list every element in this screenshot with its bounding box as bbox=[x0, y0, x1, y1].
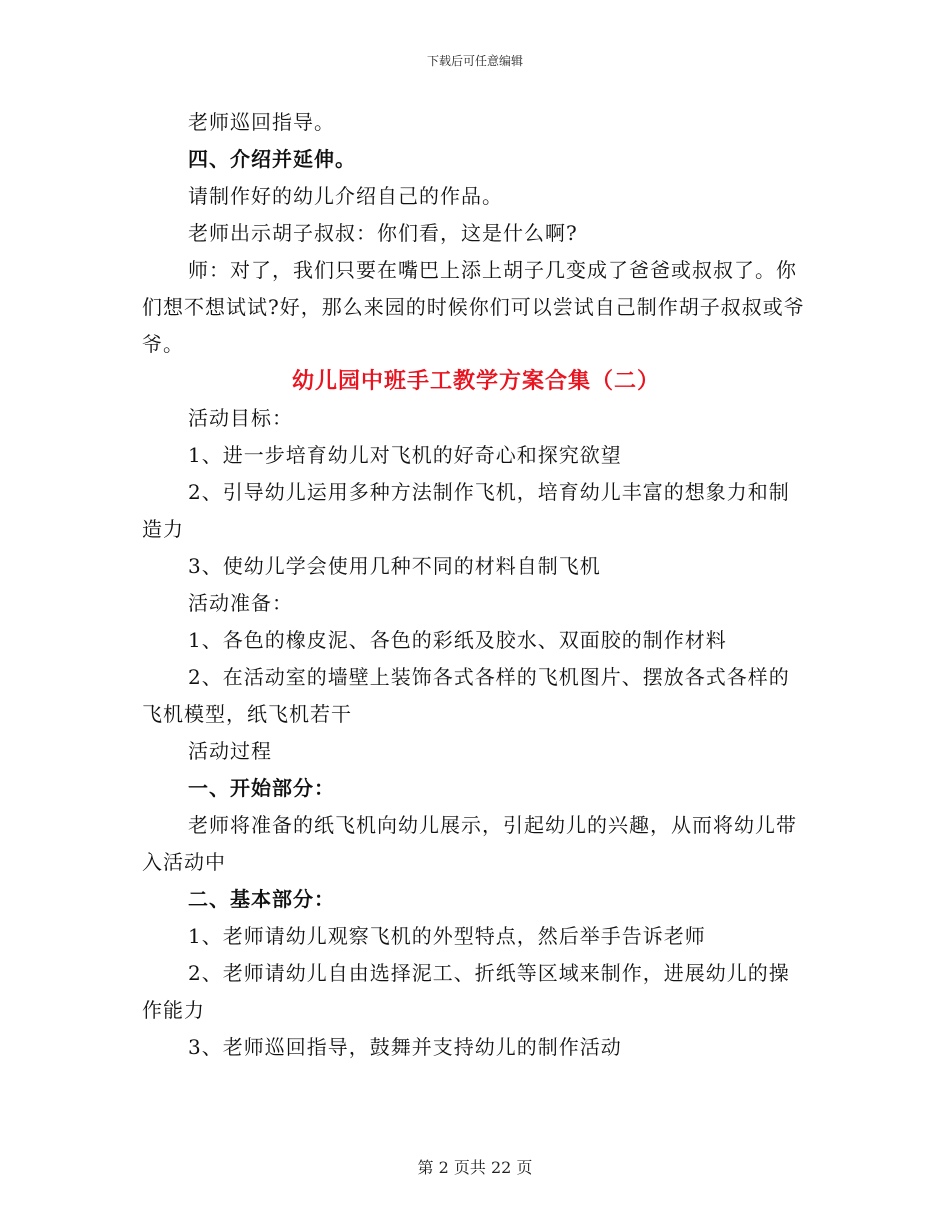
list-item-basic-2: 2、老师请幼儿自由选择泥工、折纸等区域来制作，进展幼儿的操作能力 bbox=[142, 961, 790, 1022]
page-footer: 第 2 页共 22 页 bbox=[417, 1158, 533, 1177]
list-item-goal-2: 2、引导幼儿运用多种方法制作飞机，培育幼儿丰富的想象力和制造力 bbox=[142, 480, 790, 541]
document-body bbox=[142, 104, 810, 1066]
section-heading-start: 一、开始部分： bbox=[188, 776, 335, 800]
list-item-basic-1: 1、老师请幼儿观察飞机的外型特点，然后举手告诉老师 bbox=[188, 924, 706, 948]
section-heading-introduce-extend: 四、介绍并延伸。 bbox=[188, 147, 356, 171]
list-item-basic-3: 3、老师巡回指导，鼓舞并支持幼儿的制作活动 bbox=[188, 1035, 622, 1059]
page-header: 下载后可任意编辑 bbox=[426, 54, 523, 68]
list-item-prep-1: 1、各色的橡皮泥、各色的彩纸及胶水、双面胶的制作材料 bbox=[188, 628, 727, 652]
list-item-goal-3: 3、使幼儿学会使用几种不同的材料自制飞机 bbox=[188, 554, 601, 578]
section-heading-basic: 二、基本部分： bbox=[188, 887, 335, 911]
paragraph-activity-goals-label: 活动目标： bbox=[188, 406, 293, 430]
paragraph-teacher-dialogue: 师：对了，我们只要在嘴巴上添上胡子几变成了爸爸或叔叔了。你们想不想试试?好，那么来园的时候你们可以尝试自己制作胡子叔叔或爷爷。 bbox=[142, 258, 805, 356]
paragraph-show-beard-uncle: 老师出示胡子叔叔：你们看，这是什么啊? bbox=[188, 221, 578, 245]
list-item-goal-1: 1、进一步培育幼儿对飞机的好奇心和探究欲望 bbox=[188, 443, 622, 467]
paragraph-introduce-works: 请制作好的幼儿介绍自己的作品。 bbox=[188, 184, 503, 208]
document-title: 幼儿园中班手工教学方案合集（二） bbox=[291, 369, 660, 394]
paragraph-teacher-guidance: 老师巡回指导。 bbox=[188, 110, 335, 134]
paragraph-start-content: 老师将准备的纸飞机向幼儿展示，引起幼儿的兴趣，从而将幼儿带入活动中 bbox=[142, 813, 797, 874]
paragraph-activity-process-label: 活动过程 bbox=[188, 739, 272, 763]
list-item-prep-2: 2、在活动室的墙壁上装饰各式各样的飞机图片、摆放各式各样的飞机模型，纸飞机若干 bbox=[142, 665, 790, 726]
paragraph-activity-prep-label: 活动准备： bbox=[188, 591, 293, 615]
